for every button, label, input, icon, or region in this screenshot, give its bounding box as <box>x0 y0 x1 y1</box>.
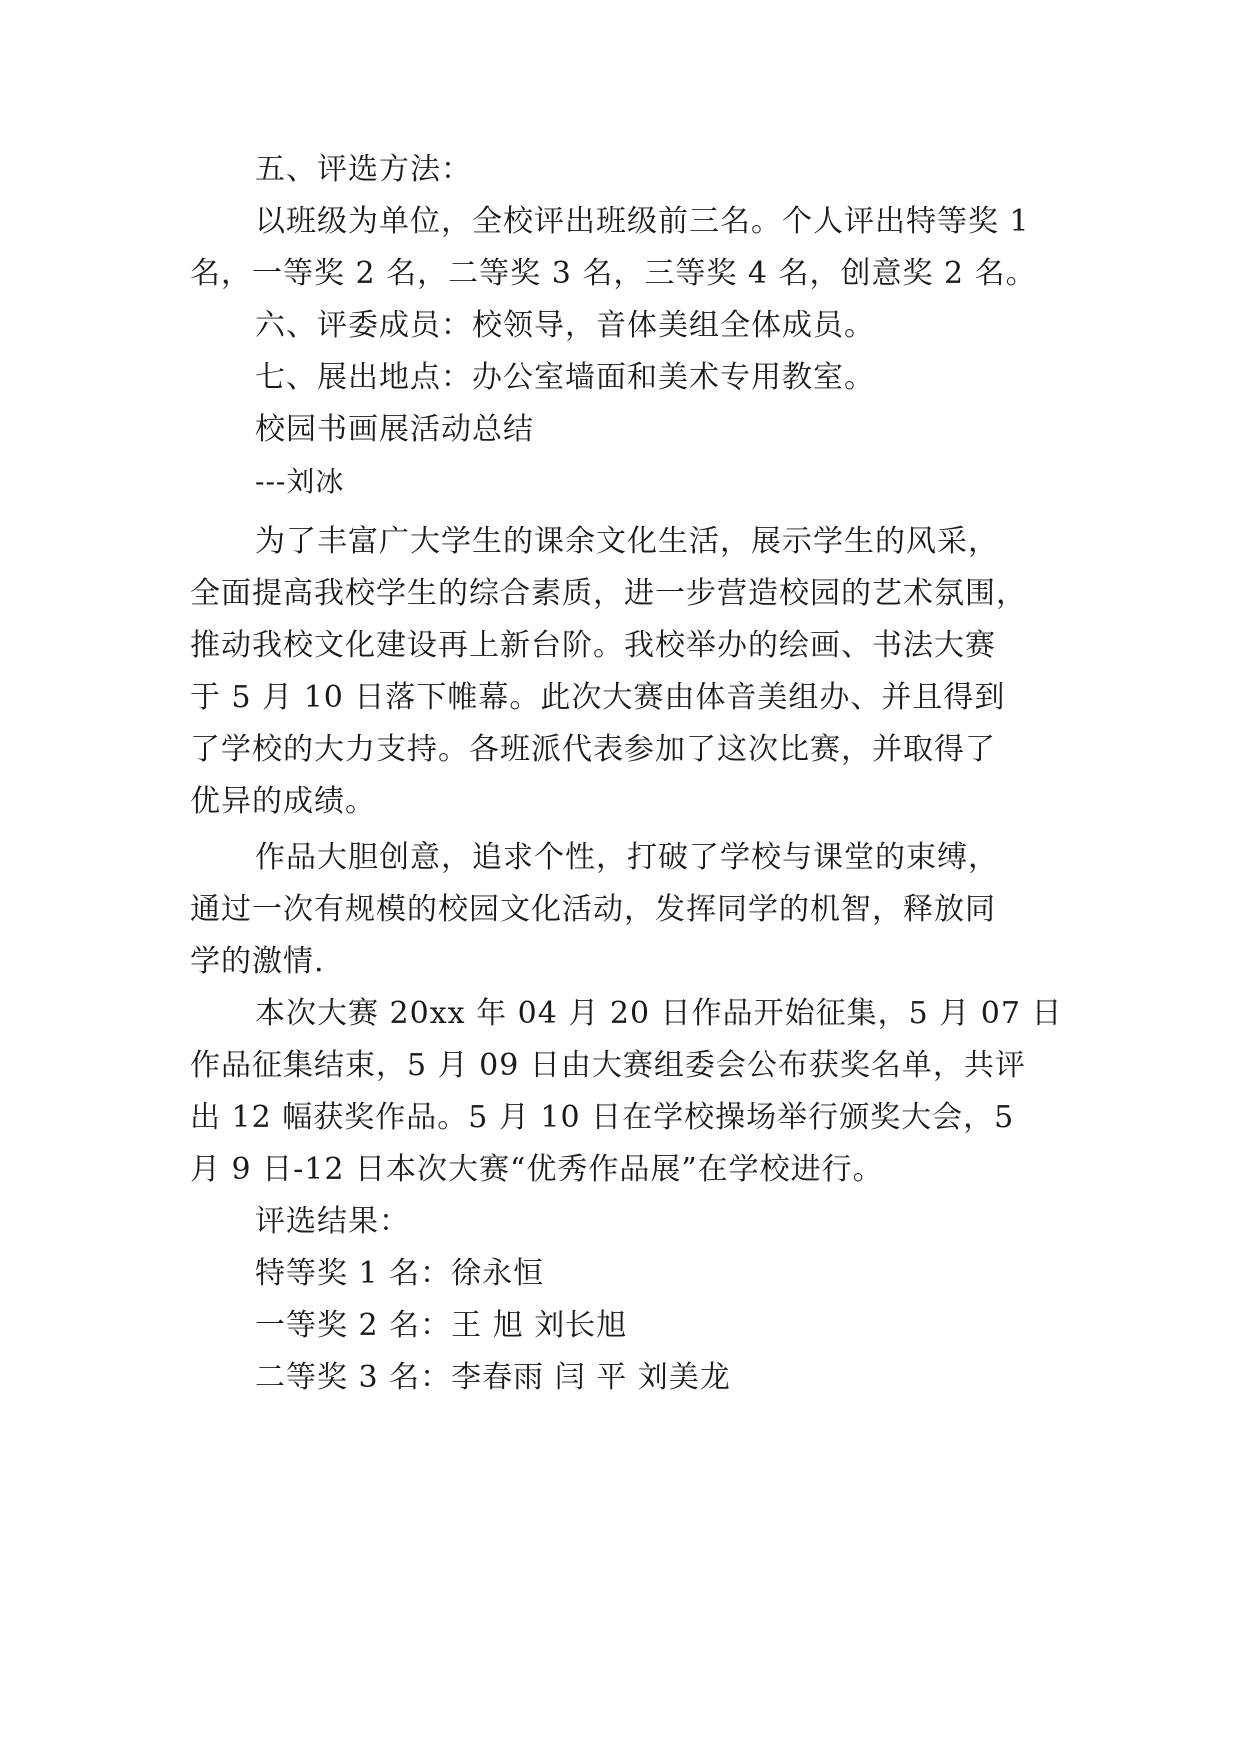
para1-line: 推动我校文化建设再上新台阶。我校举办的绘画、书法大赛 <box>190 628 996 663</box>
para2-line: 学的激情. <box>190 944 325 979</box>
results-heading: 评选结果： <box>255 1204 410 1239</box>
result-item: 一等奖 2 名：王 旭 刘长旭 <box>255 1308 628 1343</box>
para3-line: 本次大赛 20xx 年 04 月 20 日作品开始征集，5 月 07 日 <box>255 996 1063 1031</box>
section6: 六、评委成员：校领导，音体美组全体成员。 <box>255 308 875 343</box>
para3-line: 出 12 幅获奖作品。5 月 10 日在学校操场举行颁奖大会，5 <box>190 1100 1015 1135</box>
section5-line1: 以班级为单位，全校评出班级前三名。个人评出特等奖 1 <box>255 204 1030 239</box>
para2-line: 作品大胆创意，追求个性，打破了学校与课堂的束缚， <box>255 840 999 875</box>
para1-line: 为了丰富广大学生的课余文化生活，展示学生的风采， <box>255 524 999 559</box>
para3-line: 月 9 日-12 日本次大赛“优秀作品展”在学校进行。 <box>190 1152 884 1187</box>
section5-heading: 五、评选方法： <box>255 152 472 187</box>
result-item: 特等奖 1 名：徐永恒 <box>255 1256 545 1291</box>
author: ---刘冰 <box>255 465 345 498</box>
para1-line: 于 5 月 10 日落下帷幕。此次大赛由体音美组办、并且得到 <box>190 680 1006 715</box>
para2-line: 通过一次有规模的校园文化活动，发挥同学的机智，释放同 <box>190 892 996 927</box>
para1-line: 优异的成绩。 <box>190 784 376 819</box>
para1-line: 全面提高我校学生的综合素质，进一步营造校园的艺术氛围， <box>190 576 1027 611</box>
section7: 七、展出地点：办公室墙面和美术专用教室。 <box>255 360 875 395</box>
summary-title: 校园书画展活动总结 <box>255 412 534 447</box>
para1-line: 了学校的大力支持。各班派代表参加了这次比赛，并取得了 <box>190 732 996 767</box>
section5-line2: 名，一等奖 2 名，二等奖 3 名，三等奖 4 名，创意奖 2 名。 <box>190 256 1037 291</box>
result-item: 二等奖 3 名：李春雨 闫 平 刘美龙 <box>255 1360 731 1395</box>
para3-line: 作品征集结束，5 月 09 日由大赛组委会公布获奖名单，共评 <box>190 1048 1026 1083</box>
